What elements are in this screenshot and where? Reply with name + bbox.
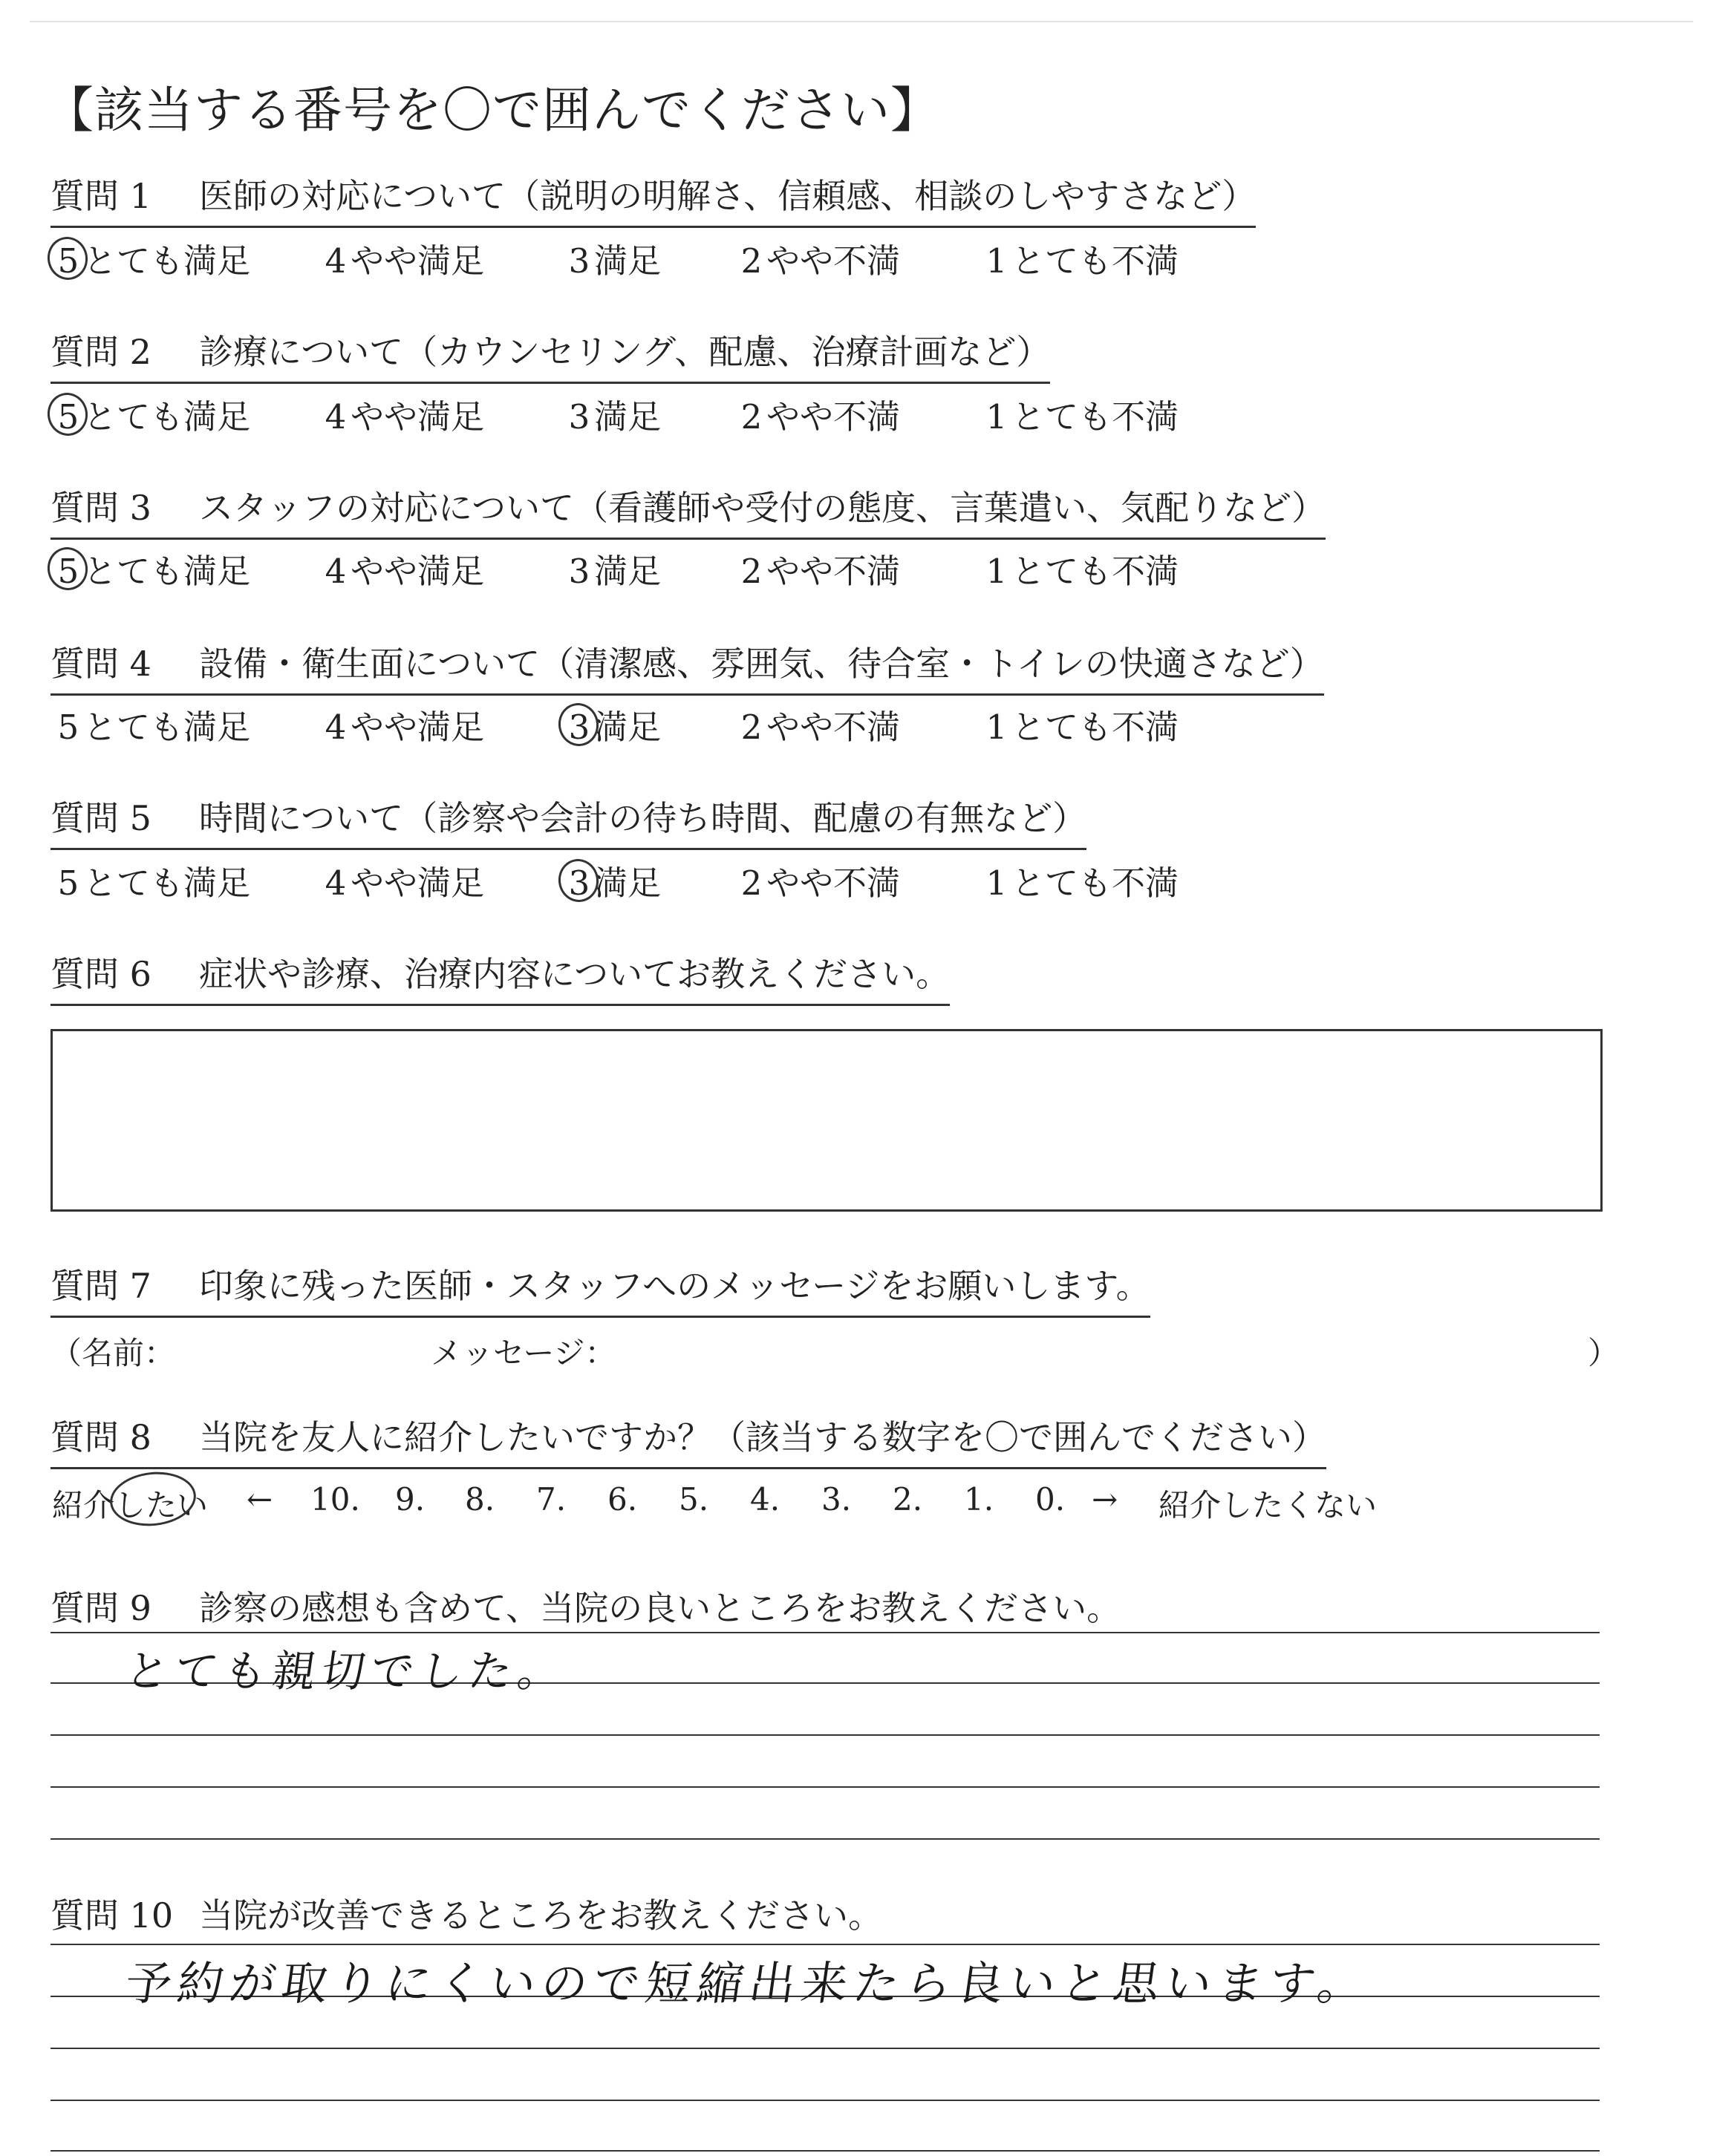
question-3-heading	[50, 481, 1326, 540]
rating-option-3[interactable]	[564, 700, 661, 748]
question-4-heading	[50, 637, 1324, 696]
question-number: 質問 7	[50, 1266, 151, 1306]
question-2-heading	[50, 325, 1050, 384]
closing-paren: ）	[1588, 1335, 1620, 1371]
rating-label: やや満足	[351, 241, 485, 281]
question-6-heading	[50, 947, 950, 1006]
question-text: 印象に残った医師・スタッフへのメッセージをお願いします。	[199, 1266, 1150, 1306]
rating-number: 2	[740, 708, 763, 747]
rating-label: やや満足	[351, 552, 485, 591]
rating-number: 5	[57, 708, 79, 747]
rating-label: とても満足	[83, 863, 251, 903]
question-number: 質問 4	[50, 644, 151, 684]
rating-option-2[interactable]	[737, 234, 900, 282]
question-number: 質問 5	[50, 798, 151, 838]
scale-value[interactable]: 6.	[607, 1481, 638, 1518]
rating-number: 2	[740, 863, 763, 903]
rating-option-5[interactable]	[53, 544, 250, 592]
left-arrow-icon: ←	[247, 1481, 273, 1518]
question-text: 当院が改善できるところをお教えください。	[199, 1895, 882, 1936]
rating-option-2[interactable]	[737, 390, 900, 438]
rating-option-2[interactable]	[737, 700, 900, 748]
rating-label: 満足	[594, 708, 662, 747]
question-5-heading	[50, 791, 1086, 850]
rating-label: やや不満	[766, 552, 901, 591]
rating-number: 1	[985, 397, 1008, 437]
question-text: 当院を友人に紹介したいですか？（該当する数字を〇で囲んでください）	[199, 1417, 1326, 1457]
rating-number: 1	[985, 863, 1008, 903]
name-label: （名前：	[50, 1335, 176, 1371]
rating-label: とても不満	[1011, 397, 1179, 437]
rating-option-1[interactable]	[982, 544, 1179, 592]
rating-label: やや不満	[766, 241, 901, 281]
scale-value[interactable]: 10.	[310, 1481, 360, 1518]
answer-line	[50, 1838, 1600, 1840]
recommend-yes-label: 紹介したい	[52, 1487, 209, 1523]
rating-label: 満足	[594, 397, 662, 437]
rating-number: 1	[985, 241, 1008, 281]
message-label: メッセージ：	[431, 1335, 616, 1371]
rating-number: 3	[564, 863, 594, 903]
scale-value[interactable]: 7.	[536, 1481, 567, 1518]
rating-number: 4	[325, 552, 347, 591]
rating-option-1[interactable]	[982, 700, 1179, 748]
question-number: 質問 3	[50, 488, 151, 528]
rating-option-3[interactable]	[564, 544, 661, 592]
rating-option-1[interactable]	[982, 856, 1179, 904]
rating-option-3[interactable]	[564, 390, 661, 438]
rating-option-5[interactable]	[53, 390, 250, 438]
answer-line	[50, 2150, 1600, 2152]
rating-label: とても満足	[83, 708, 251, 747]
question-text: 診療について（カウンセリング、配慮、治療計画など）	[199, 332, 1051, 372]
question-number: 質問 1	[50, 176, 151, 216]
question-1-heading	[50, 169, 1256, 228]
question-text: 診察の感想も含めて、当院の良いところをお教えください。	[199, 1588, 1121, 1628]
question-7-heading	[50, 1259, 1150, 1318]
rating-label: 満足	[594, 552, 662, 591]
rating-option-4[interactable]	[321, 700, 484, 748]
scale-value[interactable]: 1.	[964, 1481, 994, 1518]
rating-option-5[interactable]	[53, 234, 250, 282]
rating-label: やや満足	[351, 863, 485, 903]
question-9-handwritten-answer[interactable]: とても親切でした。	[122, 1646, 571, 1696]
rating-label: とても不満	[1011, 241, 1179, 281]
rating-number: 3	[568, 397, 590, 437]
rating-number: 3	[568, 241, 590, 281]
question-6-answer-box[interactable]	[50, 1029, 1603, 1212]
question-number: 質問 2	[50, 332, 151, 372]
rating-number: 5	[53, 241, 83, 281]
rating-number: 4	[325, 863, 347, 903]
question-10-heading	[50, 1889, 882, 1938]
rating-option-5[interactable]	[53, 700, 250, 748]
right-arrow-icon: →	[1092, 1481, 1118, 1518]
question-9-heading	[50, 1581, 1121, 1630]
scale-value[interactable]: 4.	[750, 1481, 780, 1518]
scale-value[interactable]: 5.	[679, 1481, 709, 1518]
question-number: 質問 6	[50, 954, 151, 994]
answer-line	[50, 1632, 1600, 1633]
rating-label: 満足	[594, 241, 662, 281]
rating-option-3[interactable]	[564, 234, 661, 282]
question-text: 時間について（診察や会計の待ち時間、配慮の有無など）	[199, 798, 1087, 838]
rating-number: 2	[740, 241, 763, 281]
question-text: 医師の対応について（説明の明解さ、信頼感、相談のしやすさなど）	[199, 176, 1257, 216]
rating-number: 4	[325, 397, 347, 437]
question-text: スタッフの対応について（看護師や受付の態度、言葉遣い、気配りなど）	[199, 488, 1326, 528]
rating-number: 3	[568, 552, 590, 591]
rating-number: 2	[740, 397, 763, 437]
rating-number: 4	[325, 241, 347, 281]
rating-option-2[interactable]	[737, 856, 900, 904]
rating-label: とても満足	[83, 552, 251, 591]
rating-number: 4	[325, 708, 347, 747]
scale-value[interactable]: 0.	[1035, 1481, 1066, 1518]
scale-value[interactable]: 2.	[893, 1481, 923, 1518]
rating-option-4[interactable]	[321, 856, 484, 904]
rating-number: 5	[53, 397, 83, 437]
rating-label: やや満足	[351, 397, 485, 437]
question-number: 質問 8	[50, 1417, 151, 1457]
rating-option-1[interactable]	[982, 390, 1179, 438]
question-text: 設備・衛生面について（清潔感、雰囲気、待合室・トイレの快適さなど）	[199, 644, 1324, 684]
rating-label: とても不満	[1011, 552, 1179, 591]
rating-label: とても不満	[1011, 863, 1179, 903]
question-text: 症状や診療、治療内容についてお教えください。	[199, 954, 951, 994]
rating-option-5[interactable]	[53, 856, 250, 904]
scale-value[interactable]: 3.	[821, 1481, 852, 1518]
answer-line	[50, 2048, 1600, 2049]
answer-line	[50, 1734, 1600, 1736]
rating-number: 5	[53, 552, 83, 591]
question-number: 質問 9	[50, 1588, 151, 1628]
question-10-handwritten-answer[interactable]: 予約が取りにくいので短縮出来たら良いと思います。	[122, 1956, 1374, 2010]
recommend-scale	[52, 1481, 1389, 1526]
rating-label: やや不満	[766, 708, 901, 747]
answer-line	[50, 1786, 1600, 1788]
rating-number: 1	[985, 708, 1008, 747]
rating-label: やや不満	[766, 863, 901, 903]
rating-label: 満足	[594, 863, 662, 903]
answer-line	[50, 2100, 1600, 2101]
rating-label: やや満足	[351, 708, 485, 747]
rating-option-4[interactable]	[321, 390, 484, 438]
scan-edge-line	[30, 21, 1693, 22]
rating-number: 3	[564, 708, 594, 747]
rating-label: とても満足	[83, 241, 251, 281]
rating-option-2[interactable]	[737, 544, 900, 592]
rating-label: やや不満	[766, 397, 901, 437]
answer-line	[50, 1944, 1600, 1945]
rating-label: とても満足	[83, 397, 251, 437]
rating-number: 1	[985, 552, 1008, 591]
rating-option-3[interactable]	[564, 856, 661, 904]
question-8-heading	[50, 1411, 1326, 1469]
rating-option-4[interactable]	[321, 234, 484, 282]
rating-number: 5	[57, 863, 79, 903]
scale-value[interactable]: 8.	[465, 1481, 495, 1518]
scale-value[interactable]: 9.	[395, 1481, 426, 1518]
rating-option-4[interactable]	[321, 544, 484, 592]
rating-option-1[interactable]	[982, 234, 1179, 282]
instruction-title: 【該当する番号を〇で囲んでください】	[45, 82, 940, 139]
recommend-no-label: 紹介したくない	[1158, 1487, 1378, 1523]
question-number: 質問 10	[50, 1895, 174, 1936]
rating-number: 2	[740, 552, 763, 591]
rating-label: とても不満	[1011, 708, 1179, 747]
